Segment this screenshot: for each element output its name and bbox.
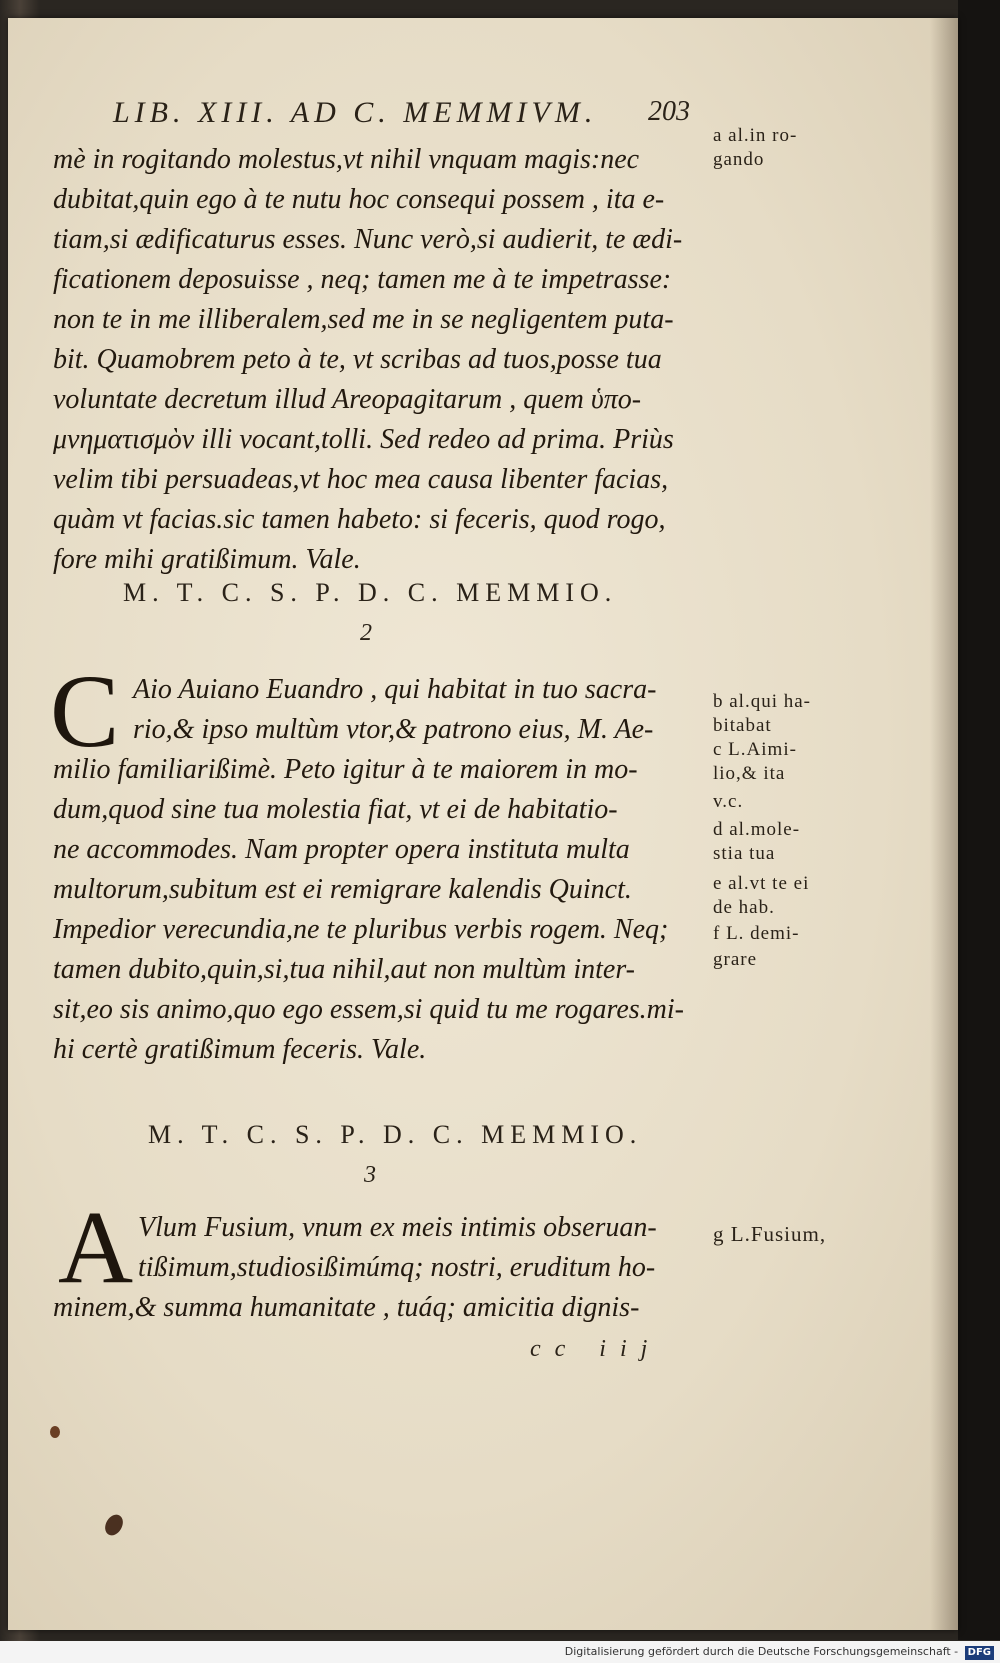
text-line: Vlum Fusium, vnum ex meis intimis obseruan- [138, 1212, 657, 1243]
text-line: milio familiarißimè. Peto igitur à te maiorem in mo- [53, 754, 638, 785]
text-line: tiam,si ædificaturus esses. Nunc verò,si audierit, te ædi- [53, 224, 683, 255]
drop-cap: C [50, 654, 120, 769]
text-line: μνηματισμὸν illi vocant,tolli. Sed redeo ad prima. Priùs [53, 424, 674, 455]
marginal-note: grare [713, 949, 758, 970]
marginal-note: lio,& ita [713, 763, 786, 784]
ink-stain [102, 1511, 127, 1538]
running-head: LIB. XIII. AD C. MEMMIVM. [113, 96, 598, 129]
marginal-note: v.c. [713, 791, 744, 812]
binding-edge [958, 0, 1000, 1640]
marginal-note: a al.in ro- [713, 125, 798, 146]
marginal-note: bitabat [713, 715, 772, 736]
letter-3-number: 3 [364, 1162, 376, 1188]
book-page [8, 18, 958, 1630]
marginal-note: de hab. [713, 897, 775, 918]
marginal-note: stia tua [713, 843, 776, 864]
text-line: tamen dubito,quin,si,tua nihil,aut non multùm inter- [53, 954, 635, 985]
ink-stain [50, 1426, 60, 1438]
text-line: minem,& summa humanitate , tuáq; amicitia dignis- [53, 1292, 640, 1323]
marginal-note: g L.Fusium, [713, 1222, 827, 1246]
text-line: non te in me illiberalem,sed me in se negligentem puta- [53, 304, 674, 335]
marginal-note: d al.mole- [713, 819, 801, 840]
marginal-note: f L. demi- [713, 923, 800, 944]
text-line: dubitat,quin ego à te nutu hoc consequi possem , ita e- [53, 184, 665, 215]
text-line: bit. Quamobrem peto à te, vt scribas ad tuos,posse tua [53, 344, 662, 375]
letter-2-number: 2 [360, 620, 372, 646]
text-line: mè in rogitando molestus,vt nihil vnquam magis:nec [53, 144, 640, 175]
text-line: rio,& ipso multùm vtor,& patrono eius, M. Ae- [133, 714, 654, 745]
text-line: ne accommodes. Nam propter opera instituta multa [53, 834, 630, 865]
marginal-note: gando [713, 149, 765, 170]
text-line: multorum,subitum est ei remigrare kalendis Quinct. [53, 874, 632, 905]
text-line: voluntate decretum illud Areopagitarum , quem ὑπο- [53, 384, 642, 415]
letter-3-heading: M. T. C. S. P. D. C. MEMMIO. [148, 1120, 643, 1149]
digitization-footer [0, 1641, 1000, 1663]
text-line: quàm vt facias.sic tamen habeto: si feceris, quod rogo, [53, 504, 666, 535]
text-line: ficationem deposuisse , neq; tamen me à te impetrasse: [53, 264, 672, 295]
text-line: Aio Auiano Euandro , qui habitat in tuo sacra- [133, 674, 657, 705]
text-line: Impedior verecundia,ne te pluribus verbis rogem. Neq; [53, 914, 669, 945]
footer-credit: Digitalisierung gefördert durch die Deutsche Forschungsgemeinschaft - [564, 1645, 959, 1658]
dfg-logo: DFG [965, 1646, 994, 1660]
text-line: sit,eo sis animo,quo ego essem,si quid tu me rogares.mi- [53, 994, 684, 1025]
text-line: dum,quod sine tua molestia fiat, vt ei de habitatio- [53, 794, 618, 825]
marginal-note: b al.qui ha- [713, 691, 812, 712]
signature-mark: cc iij [530, 1336, 662, 1362]
marginal-note: e al.vt te ei [713, 873, 810, 894]
page-number: 203 [648, 96, 690, 127]
letter-2-heading: M. T. C. S. P. D. C. MEMMIO. [123, 578, 618, 607]
text-line: tißimum,studiosißimúmq; nostri, eruditum ho- [138, 1252, 656, 1283]
text-line: hi certè gratißimum feceris. Vale. [53, 1034, 427, 1065]
text-line: velim tibi persuadeas,vt hoc mea causa libenter facias, [53, 464, 669, 495]
marginal-note: c L.Aimi- [713, 739, 797, 760]
text-line: fore mihi gratißimum. Vale. [53, 544, 361, 575]
drop-cap: A [58, 1190, 134, 1305]
